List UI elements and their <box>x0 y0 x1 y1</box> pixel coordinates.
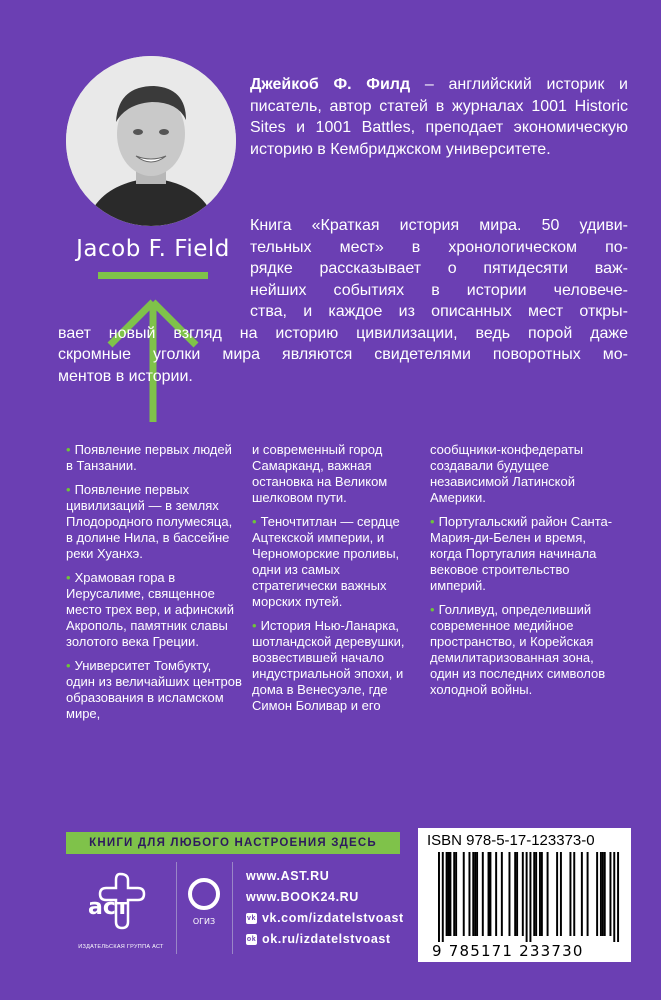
bullet-icon: • <box>252 514 257 529</box>
link-ok[interactable] <box>246 929 404 950</box>
divider <box>176 862 177 954</box>
highlight-text: и современный город Самарканд, важная остановка на Великом шелковом пути. <box>252 442 388 505</box>
barcode-bar <box>488 852 490 936</box>
description-line: тельных мест» в хронологическом по- <box>250 238 628 256</box>
link-vk[interactable] <box>246 908 404 929</box>
barcode-bar <box>587 852 589 936</box>
barcode-bar <box>541 852 543 936</box>
barcode-bar <box>573 852 575 936</box>
barcode-bar <box>516 852 518 936</box>
author-bio-text: – английский историк и писатель, автор статей в журналах 1001 Historic Sites и 1001 Battles, преподает экономическую историю в Кембриджском университете. <box>250 76 628 158</box>
highlight-item <box>430 602 616 698</box>
description-line: Книга «Краткая история мира. 50 удиви- <box>250 217 628 234</box>
barcode-bar <box>463 852 465 936</box>
barcode-bar <box>468 852 470 936</box>
highlight-item <box>66 658 242 722</box>
barcode-bar <box>476 852 478 936</box>
vk-icon: vk <box>247 915 256 922</box>
ast-logo-text: аст <box>88 895 129 920</box>
barcode-bar <box>547 852 549 936</box>
description-line: скромные уголки мира являются свидетелями поворотных мо- <box>58 346 628 363</box>
book-description <box>58 215 628 387</box>
highlight-item <box>66 442 242 474</box>
barcode-bar <box>453 852 455 936</box>
highlight-text: сообщники-конфедераты создавали будущее независимой Латинской Америки. <box>430 442 584 505</box>
highlight-item <box>252 442 428 506</box>
barcode-bar <box>522 852 524 936</box>
link-vk-text[interactable]: vk.com/izdatelstvoast <box>262 911 404 925</box>
highlight-text: Храмовая гора в Иерусалиме, священное место трех вер, и афинский Акрополь, памятник славы золотого века Греции. <box>66 570 234 649</box>
highlight-text: Университет Томбукту, один из величайших центров образования в исламском мире, <box>66 658 242 721</box>
publisher-links <box>246 866 404 950</box>
barcode-bar <box>602 852 604 936</box>
ogiz-logo-text: ОГИЗ <box>192 917 216 926</box>
highlight-text: Голливуд, определивший современное медийное пространство, и Корейская демилитаризованная зона, один из последних символов холодной войны. <box>430 602 606 697</box>
promo-banner: КНИГИ ДЛЯ ЛЮБОГО НАСТРОЕНИЯ ЗДЕСЬ <box>66 832 400 854</box>
ok-icon: ok <box>246 936 257 943</box>
barcode-bar <box>609 852 611 936</box>
barcode-bar <box>604 852 606 936</box>
barcode-bar <box>529 852 531 942</box>
barcode-bar <box>613 852 615 942</box>
highlight-text: История Нью-Ланарка, шотландской деревушки, возвестившей начало индустриальной эпохи, и дома в Венесуэле, где Симон Боливар и его <box>252 618 405 713</box>
barcode-bar <box>539 852 541 936</box>
barcode-bar <box>442 852 444 942</box>
barcode-bar <box>556 852 558 936</box>
barcode-bar <box>446 852 448 936</box>
barcode-bar <box>448 852 450 936</box>
barcode-bar <box>472 852 474 936</box>
link-ok-text[interactable]: ok.ru/izdatelstvoast <box>262 932 391 946</box>
link-book24[interactable] <box>246 887 404 908</box>
ean-digits: 9 785171 233730 <box>432 942 584 960</box>
barcode-bar <box>501 852 503 936</box>
barcode-bar <box>508 852 510 936</box>
barcode-bar <box>489 852 491 936</box>
bullet-icon: • <box>252 618 257 633</box>
barcode-bar <box>449 852 451 936</box>
link-book24-text[interactable]: www.BOOK24.RU <box>246 890 359 904</box>
highlights-column-1 <box>66 442 242 730</box>
isbn-label: ISBN 978-5-17-123373-0 <box>427 832 595 849</box>
divider <box>232 862 233 954</box>
bullet-icon: • <box>66 658 71 673</box>
description-line: нейших событиях в истории человече- <box>250 281 628 299</box>
ogiz-logo-icon <box>186 876 222 936</box>
bullet-icon: • <box>430 602 435 617</box>
link-ast[interactable] <box>246 866 404 887</box>
highlights-column-3 <box>430 442 616 706</box>
barcode-bar <box>617 852 619 942</box>
barcode-bar <box>600 852 602 936</box>
bullet-icon: • <box>66 570 71 585</box>
description-line: ства, и каждое из описанных мест откры- <box>250 303 628 320</box>
bullet-icon: • <box>66 442 71 457</box>
barcode-bar <box>560 852 562 936</box>
barcode <box>426 852 623 942</box>
author-bio <box>250 74 628 160</box>
author-name-bio: Джейкоб Ф. Филд <box>250 76 411 93</box>
highlight-item <box>252 514 428 610</box>
isbn-box <box>418 828 631 962</box>
bullet-icon: • <box>66 482 71 497</box>
barcode-bar <box>581 852 583 936</box>
author-photo <box>66 56 236 226</box>
barcode-bar <box>526 852 528 942</box>
highlight-item <box>252 618 428 714</box>
barcode-bar <box>495 852 497 936</box>
highlight-item <box>66 482 242 562</box>
ast-logo-icon <box>80 870 160 930</box>
barcode-bar <box>596 852 598 936</box>
barcode-bar <box>474 852 476 936</box>
link-ast-text[interactable]: www.AST.RU <box>246 869 330 883</box>
description-line: рядке рассказывает о пятидесяти важ- <box>250 260 628 277</box>
highlight-text: Появление первых цивилизаций — в землях Плодородного полумесяца, в долине Нила, в бассейне реки Хуанхэ. <box>66 482 233 561</box>
bullet-icon: • <box>430 514 435 529</box>
barcode-bar <box>535 852 537 936</box>
description-line: ментов в истории. <box>58 367 193 385</box>
highlight-text: Португальский район Санта-Мария-ди-Белен и время, когда Португалия начинала вековое строительство империй. <box>430 514 613 593</box>
highlight-text: Теночтитлан — сердце Ацтекской империи, и Черноморские проливы, одни из самых стратегически важных морских путей. <box>252 514 400 609</box>
author-name-latin: Jacob F. Field <box>76 236 230 262</box>
barcode-bar <box>482 852 484 936</box>
highlights-column-2 <box>252 442 428 722</box>
barcode-bar <box>533 852 535 936</box>
highlight-item <box>430 442 616 506</box>
barcode-bar <box>438 852 440 942</box>
highlight-item <box>66 570 242 650</box>
highlight-item <box>430 514 616 594</box>
barcode-bar <box>455 852 457 936</box>
highlight-text: Появление первых людей в Танзании. <box>66 442 232 473</box>
barcode-bar <box>569 852 571 936</box>
description-line: вает новый взгляд на историю цивилизации, ведь порой даже <box>58 324 628 342</box>
barcode-bar <box>514 852 516 936</box>
publisher-name: ИЗДАТЕЛЬСКАЯ ГРУППА АСТ <box>78 944 164 950</box>
